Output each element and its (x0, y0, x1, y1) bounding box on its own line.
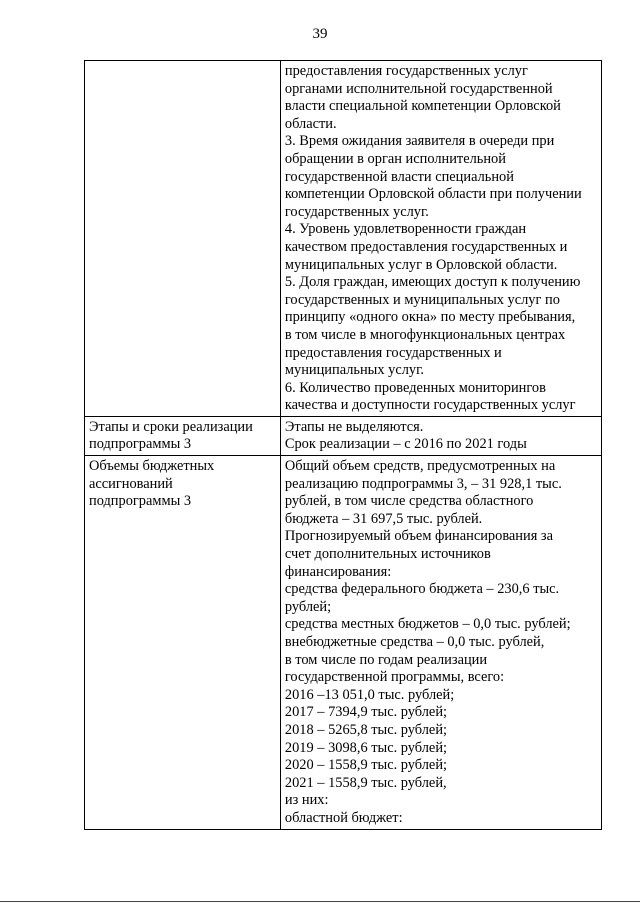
row-value-line: Общий объем средств, предусмотренных на (284, 458, 556, 475)
row-value-line: качеством предоставления государственных и (284, 238, 568, 255)
row-value-line: обращении в орган исполнительной (284, 150, 506, 167)
row-value-line: внебюджетные средства – 0,0 тыс. рублей, (284, 634, 545, 650)
row-value-line: муниципальных услуг. (284, 362, 424, 379)
row-value-line: рублей, в том числе средства областного (284, 493, 534, 510)
row-value-line: областной бюджет: (284, 809, 403, 826)
row-label-line: подпрограммы 3 (89, 493, 192, 510)
row-label-cell (85, 456, 281, 829)
row-value-line: средства федерального бюджета – 230,6 тыс. (284, 581, 560, 598)
row-value-line: 5. Доля граждан, имеющих доступ к получению (284, 274, 581, 291)
row-value-line: 2019 – 3098,6 тыс. рублей; (284, 739, 448, 756)
row-value-line: рублей; (284, 598, 332, 615)
row-value-line: государственных и муниципальных услуг по (284, 291, 560, 308)
table-body (85, 61, 602, 830)
row-label-cell (85, 61, 281, 417)
row-value-cell (280, 416, 601, 455)
row-value-line: 2021 – 1558,9 тыс. рублей, (284, 774, 447, 791)
table-row (85, 456, 602, 829)
row-value-line: 4. Уровень удовлетворенности граждан (284, 221, 527, 238)
row-value-line: органами исполнительной государственной (284, 80, 553, 97)
passport-table (84, 60, 602, 830)
row-value-line: Срок реализации – с 2016 по 2021 годы (284, 436, 527, 453)
row-value-line: 2016 –13 051,0 тыс. рублей; (284, 686, 455, 703)
row-label-cell (85, 416, 281, 455)
row-value-line: 3. Время ожидания заявителя в очереди при (284, 133, 555, 150)
scan-bottom-edge (0, 901, 640, 902)
table-row (85, 61, 602, 417)
row-value-line: 2020 – 1558,9 тыс. рублей; (284, 757, 448, 774)
page-number: 39 (312, 26, 328, 42)
row-value-line: 6. Количество проведенных мониторингов (284, 379, 546, 396)
row-value-line: предоставления государственных и (284, 344, 502, 361)
row-value-line: 2018 – 5265,8 тыс. рублей; (284, 721, 448, 738)
row-value-line: Прогнозируемый объем финансирования за (284, 528, 553, 545)
row-label-line: Объемы бюджетных (89, 458, 215, 475)
table-row (85, 416, 602, 455)
row-value-line: принципу «одного окна» по месту пребывания, (284, 309, 576, 326)
row-value-cell (280, 456, 601, 829)
row-value-line: государственной программы, всего: (284, 669, 505, 686)
row-value-line: средства местных бюджетов – 0,0 тыс. рублей; (284, 616, 571, 633)
row-value-line: муниципальных услуг в Орловской области. (284, 256, 558, 273)
row-value-line: 2017 – 7394,9 тыс. рублей; (284, 704, 448, 721)
row-value-line: компетенции Орловской области при получении (284, 186, 582, 203)
row-value-line: предоставления государственных услуг (284, 63, 528, 79)
row-value-line: качества и доступности государственных услуг (284, 397, 576, 414)
row-value-line: счет дополнительных источников (284, 546, 491, 563)
row-label-line: подпрограммы 3 (89, 436, 192, 453)
row-value-line: государственной власти специальной (284, 168, 514, 185)
row-label-line: ассигнований (89, 475, 173, 492)
row-value-line: из них: (284, 792, 329, 809)
row-value-line: финансирования: (284, 563, 392, 580)
row-value-line: в том числе по годам реализации (284, 651, 488, 668)
row-label-line: Этапы и сроки реализации (89, 418, 253, 435)
row-value-line: реализацию подпрограммы 3, – 31 928,1 тыс. (284, 475, 562, 492)
row-value-line: области. (284, 115, 337, 132)
row-value-line: государственных услуг. (284, 203, 429, 220)
row-value-line: в том числе в многофункциональных центрах (284, 326, 566, 343)
row-value-line: бюджета – 31 697,5 тыс. рублей. (284, 510, 483, 527)
row-value-cell (280, 61, 601, 417)
row-value-line: власти специальной компетенции Орловской (284, 98, 561, 115)
row-value-line: Этапы не выделяются. (284, 418, 424, 435)
